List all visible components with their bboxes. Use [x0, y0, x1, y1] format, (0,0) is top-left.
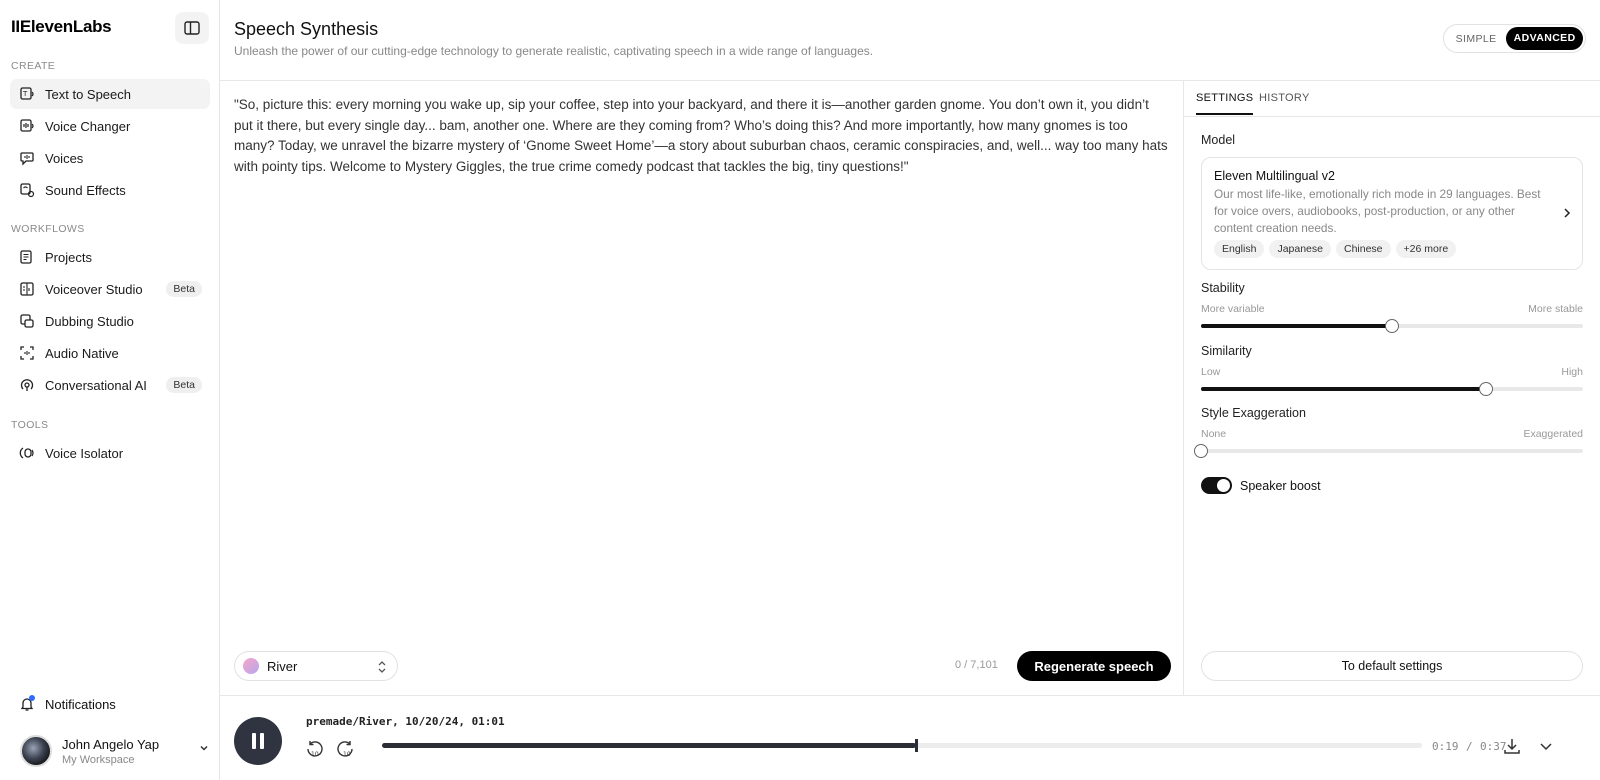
section-workflows: WORKFLOWS	[11, 223, 85, 235]
nav-label: Voiceover Studio	[45, 281, 143, 297]
user-info	[62, 737, 159, 766]
language-tag: English	[1214, 240, 1264, 258]
nav-projects[interactable]	[10, 242, 210, 272]
sound-effects-icon	[19, 182, 35, 198]
stability-max-label: More stable	[1528, 303, 1583, 315]
user-menu[interactable]	[20, 733, 210, 769]
nav-voice-changer[interactable]	[10, 111, 210, 141]
similarity-label: Similarity	[1201, 344, 1252, 358]
beta-badge: Beta	[166, 281, 202, 297]
nav-label: Projects	[45, 249, 92, 265]
regenerate-speech-button[interactable]: Regenerate speech	[1017, 651, 1171, 681]
pause-icon	[250, 732, 266, 750]
user-workspace: My Workspace	[62, 753, 135, 766]
notifications-label: Notifications	[45, 696, 116, 712]
collapse-sidebar-button[interactable]	[175, 12, 209, 44]
svg-text:10: 10	[343, 751, 351, 758]
stability-slider-fill	[1201, 324, 1392, 328]
stability-slider[interactable]	[1201, 324, 1583, 328]
download-icon[interactable]	[1502, 736, 1522, 756]
tts-icon	[19, 86, 35, 102]
similarity-range-labels	[1201, 366, 1583, 378]
voices-icon	[19, 150, 35, 166]
voice-select[interactable]	[234, 651, 398, 681]
bell-icon	[19, 696, 35, 712]
mode-advanced-button[interactable]: ADVANCED	[1506, 27, 1583, 50]
stability-min-label: More variable	[1201, 303, 1265, 315]
style-min-label: None	[1201, 428, 1227, 440]
nav-label: Voice Isolator	[45, 445, 124, 461]
page-subtitle: Unleash the power of our cutting-edge technology to generate realistic, captivating speech in a wide range of languages.	[234, 44, 874, 58]
voice-isolator-icon	[19, 445, 35, 461]
playback-progress-fill	[382, 743, 916, 748]
beta-badge: Beta	[166, 377, 202, 393]
char-count: 0 / 7,101	[955, 659, 998, 671]
style-range-labels	[1201, 428, 1583, 440]
mode-simple-button[interactable]: SIMPLE	[1455, 32, 1497, 45]
nav-dubbing-studio[interactable]	[10, 306, 210, 336]
nav-label: Sound Effects	[45, 182, 126, 198]
tab-history[interactable]: HISTORY	[1259, 92, 1310, 104]
voice-changer-icon	[19, 118, 35, 134]
projects-icon	[19, 249, 35, 265]
total-duration: 0:37	[1480, 740, 1507, 753]
nav-voices[interactable]	[10, 143, 210, 173]
dubbing-studio-icon	[19, 313, 35, 329]
nav-label: Audio Native	[45, 345, 119, 361]
similarity-max-label: High	[1561, 366, 1583, 378]
nav-label: Dubbing Studio	[45, 313, 134, 329]
language-tags	[1214, 240, 1456, 258]
nav-voiceover-studio[interactable]	[10, 274, 210, 304]
sidebar-toggle-icon	[184, 21, 200, 35]
forward-10-icon[interactable]	[336, 739, 356, 759]
language-tag: Chinese	[1336, 240, 1391, 258]
chevron-right-icon	[1562, 207, 1572, 219]
settings-tabs	[1184, 81, 1600, 117]
nav-label: Text to Speech	[45, 86, 131, 102]
track-title: premade/River, 10/20/24, 01:01	[306, 715, 505, 728]
chevron-down-icon[interactable]	[1538, 738, 1554, 754]
tab-settings[interactable]: SETTINGS	[1196, 92, 1253, 115]
nav-sound-effects[interactable]	[10, 175, 210, 205]
stability-range-labels	[1201, 303, 1583, 315]
svg-text:T: T	[23, 90, 28, 98]
model-label: Model	[1201, 133, 1236, 147]
similarity-slider-fill	[1201, 387, 1486, 391]
chevron-updown-icon	[377, 660, 387, 674]
conversational-ai-icon	[19, 377, 35, 393]
stability-slider-thumb[interactable]	[1385, 319, 1399, 333]
settings-panel	[1184, 81, 1600, 695]
toggle-knob	[1217, 479, 1230, 492]
current-time: 0:19	[1432, 740, 1459, 753]
nav-label: Voice Changer	[45, 118, 131, 134]
audio-player	[220, 695, 1600, 780]
avatar	[20, 735, 52, 767]
model-name: Eleven Multilingual v2	[1214, 169, 1335, 183]
section-tools: TOOLS	[11, 419, 49, 431]
user-name: John Angelo Yap	[62, 736, 160, 752]
speaker-boost-toggle[interactable]	[1201, 477, 1232, 494]
text-input[interactable]: "So, picture this: every morning you wake up, sip your coffee, step into your backyard, and there it is—another garden gnome. You don’t own it, you didn’t put it there, but every single day... bam, another one. Where are they coming from? Who’s doing this? And more importantly, how many gnomes is too many? Today, we unravel the bizarre mystery of ‘Gnome Sweet Home’—a story about suburban chaos, ceramic conspiracies, and, well... way too many hats with pointy tips. Welcome to Mystery Giggles, the true crime comedy podcast that tackles the big, tiny questions!"	[234, 97, 1168, 174]
audio-native-icon	[19, 345, 35, 361]
nav-text-to-speech[interactable]	[10, 79, 210, 109]
stability-label: Stability	[1201, 281, 1245, 295]
nav-label: Conversational AI	[45, 377, 147, 393]
text-editor-panel	[220, 81, 1184, 695]
nav-label: Voices	[45, 150, 84, 166]
logo[interactable]: IIElevenLabs	[11, 17, 112, 36]
style-max-label: Exaggerated	[1523, 428, 1583, 440]
svg-text:10: 10	[311, 751, 319, 758]
model-select-card[interactable]	[1201, 157, 1583, 270]
model-description: Our most life-like, emotionally rich mode in 29 languages. Best for voice overs, audiobooks, post-production, or any other content creation needs.	[1214, 187, 1541, 235]
similarity-slider[interactable]	[1201, 387, 1583, 391]
style-exaggeration-label: Style Exaggeration	[1201, 406, 1306, 420]
page-title: Speech Synthesis	[234, 19, 379, 39]
voice-name: River	[267, 658, 298, 674]
sidebar	[0, 0, 220, 780]
rewind-10-icon[interactable]	[304, 739, 324, 759]
speaker-boost-label: Speaker boost	[1240, 478, 1321, 493]
playback-progress-bar[interactable]	[382, 743, 1422, 748]
language-tag-more: +26 more	[1396, 240, 1457, 258]
similarity-slider-thumb[interactable]	[1479, 382, 1493, 396]
voice-avatar	[243, 658, 259, 674]
nav-voice-isolator[interactable]	[10, 438, 210, 468]
language-tag: Japanese	[1269, 240, 1331, 258]
time-separator: /	[1466, 740, 1473, 753]
similarity-min-label: Low	[1201, 366, 1221, 378]
style-slider-thumb[interactable]	[1194, 444, 1208, 458]
voiceover-studio-icon	[19, 281, 35, 297]
section-create: CREATE	[11, 60, 56, 72]
speaker-boost-row	[1201, 477, 1321, 494]
header	[220, 0, 1600, 81]
style-exaggeration-slider[interactable]	[1201, 449, 1583, 453]
chevron-down-icon	[198, 742, 210, 754]
mode-toggle	[1443, 24, 1586, 53]
pause-button[interactable]	[234, 717, 282, 765]
notifications-button[interactable]	[10, 690, 210, 718]
default-settings-button[interactable]: To default settings	[1201, 651, 1583, 681]
notification-dot	[29, 695, 35, 701]
nav-audio-native[interactable]	[10, 338, 210, 368]
nav-conversational-ai[interactable]	[10, 370, 210, 400]
playback-scrubber[interactable]	[915, 739, 918, 752]
